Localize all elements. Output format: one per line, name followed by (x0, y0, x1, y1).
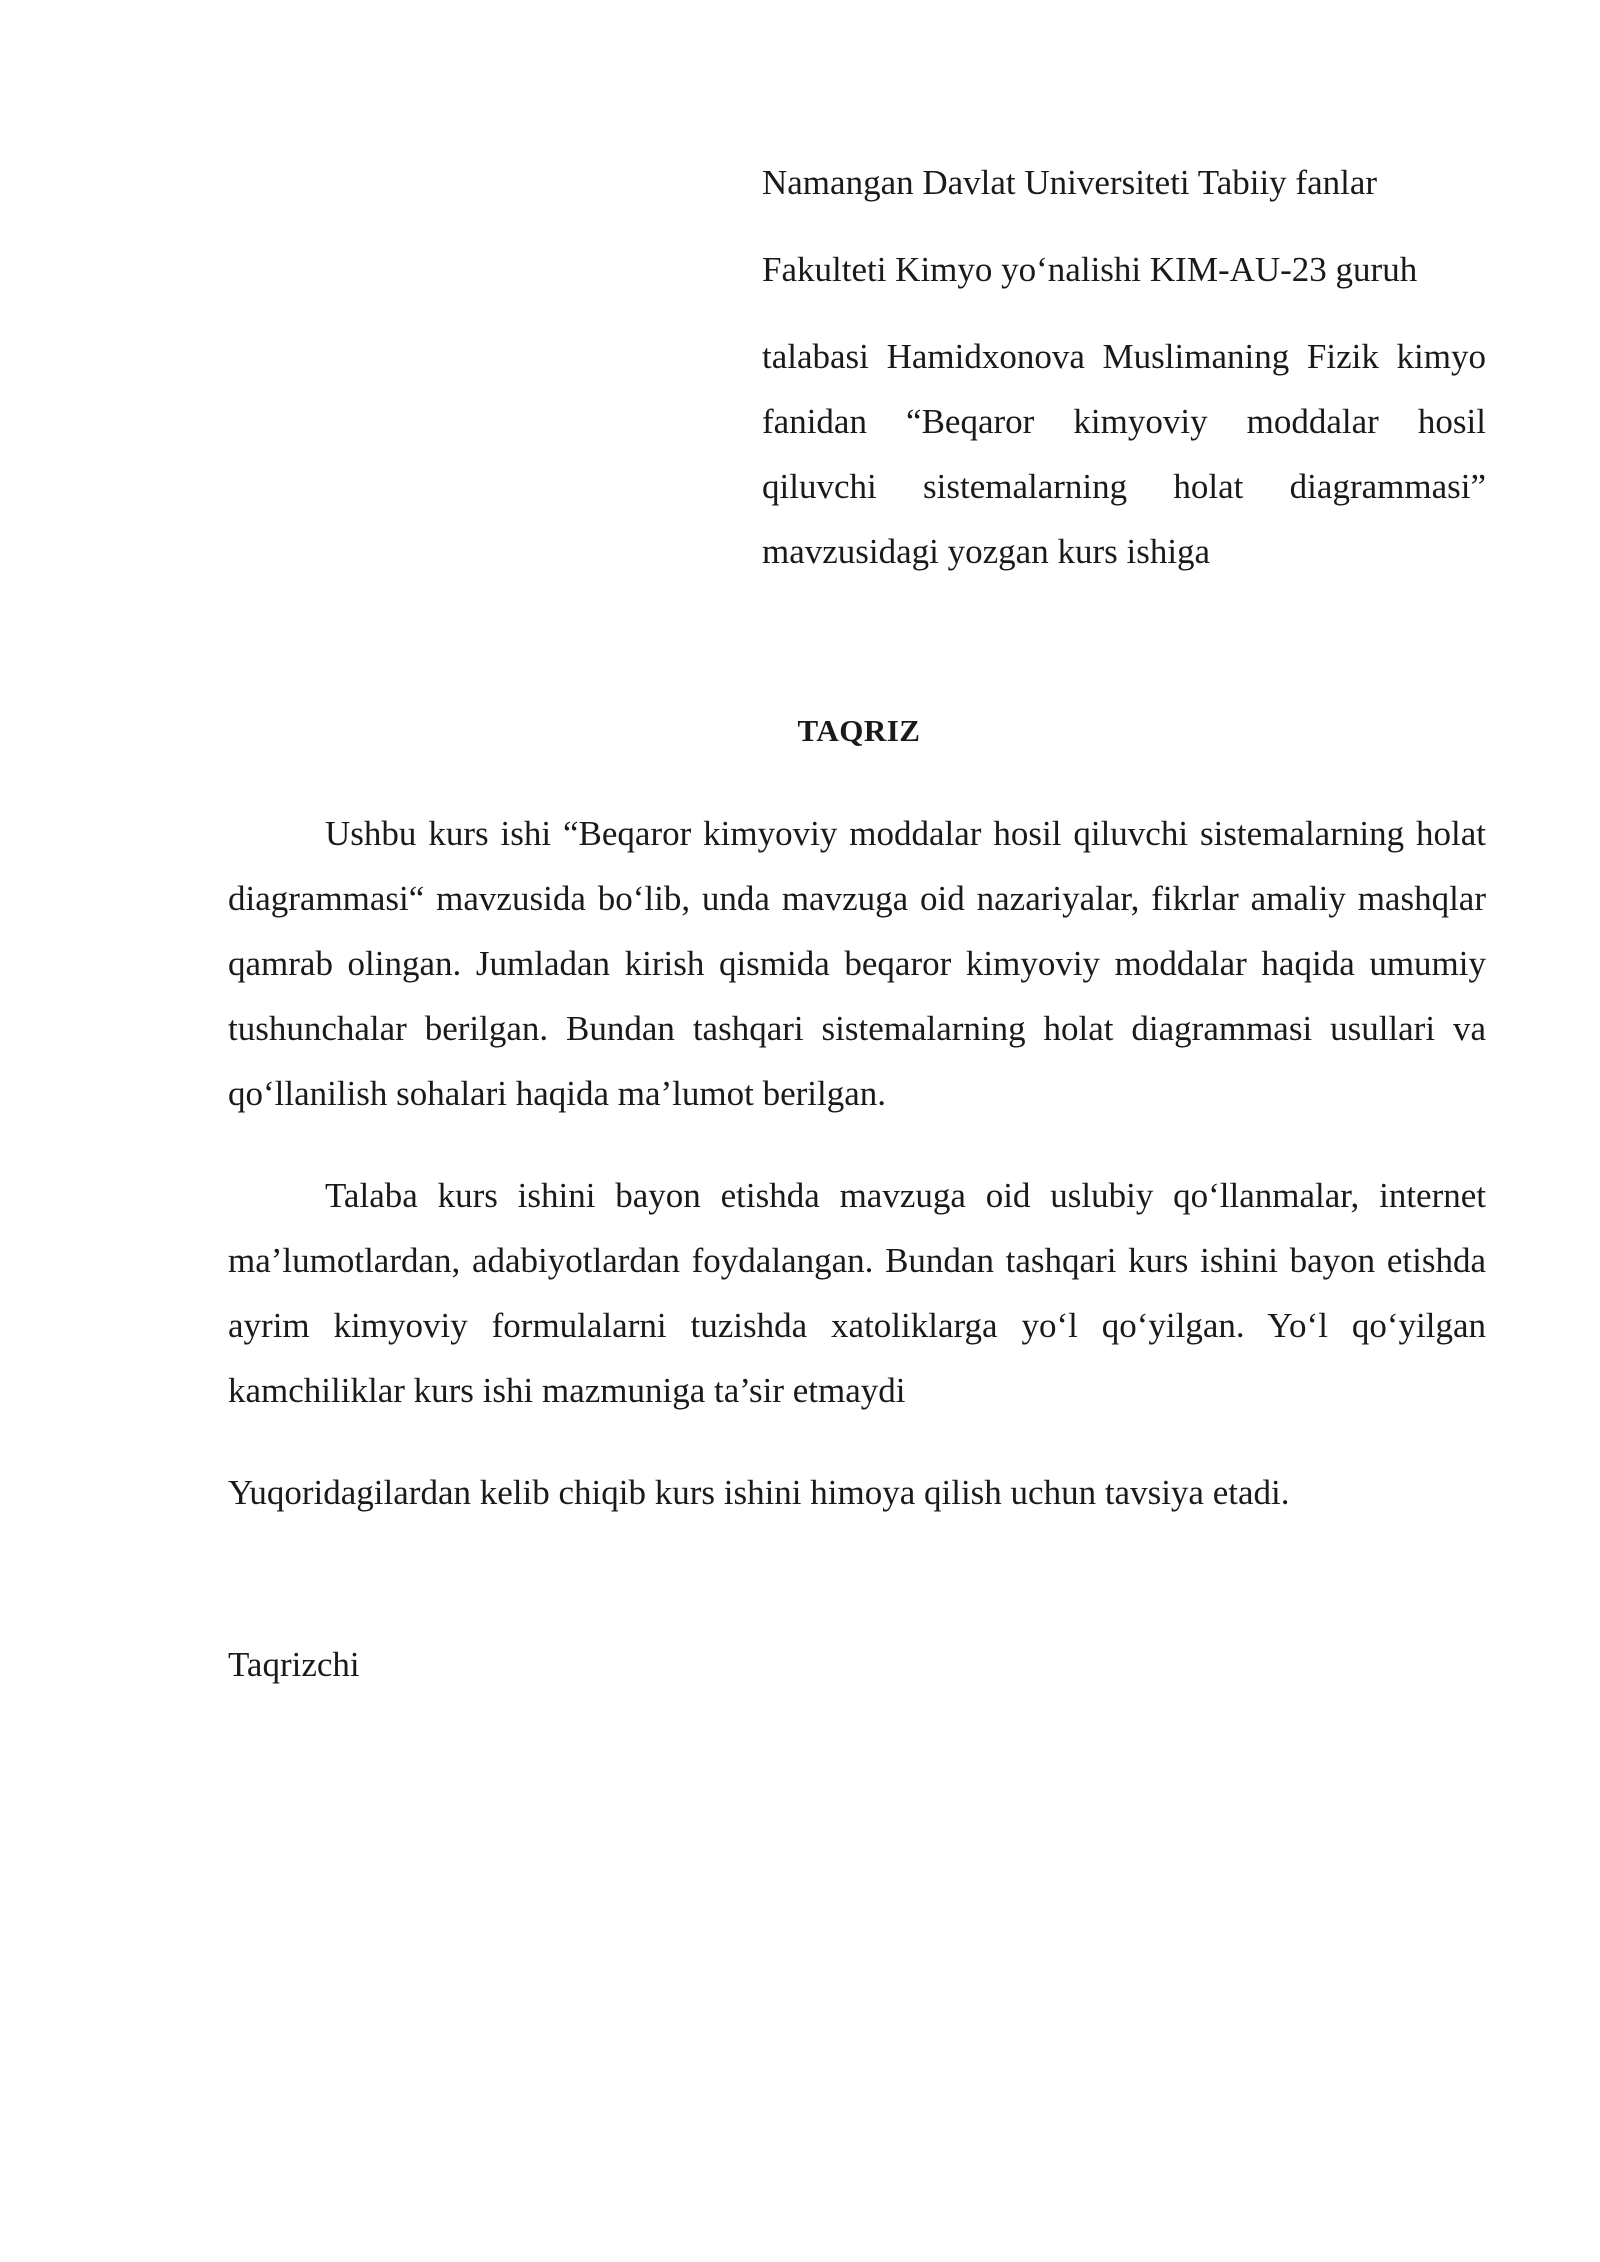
addressee-block (762, 150, 1486, 584)
addressee-line-1: Namangan Davlat Universiteti Tabiiy fanlar (762, 163, 1378, 202)
addressee-line-2: Fakulteti Kimyo yo‘nalishi KIM-AU-23 guruh (762, 250, 1418, 289)
review-body (228, 801, 1486, 1562)
reviewer-signature-label: Taqrizchi (228, 1645, 360, 1684)
document-title: TAQRIZ (797, 713, 921, 748)
addressee-paragraph: talabasi Hamidxonova Muslimaning Fizik kimyo fanidan “Beqaror kimyoviy moddalar hosil qiluvchi sistemalarning holat diagrammasi” mavzusidagi yozgan kurs ishiga (762, 337, 1486, 571)
body-paragraph-1: Ushbu kurs ishi “Beqaror kimyoviy moddalar hosil qiluvchi sistemalarning holat diagrammasi“ mavzusida bo‘lib, unda mavzuga oid nazariyalar, fikrlar amaliy mashqlar qamrab olingan. Jumladan kirish qismida beqaror kimyoviy moddalar haqida umumiy tushunchalar berilgan. Bundan tashqari sistemalarning holat diagrammasi usullari va qo‘llanilish sohalari haqida ma’lumot berilgan. (228, 814, 1486, 1113)
body-paragraph-2: Talaba kurs ishini bayon etishda mavzuga oid uslubiy qo‘llanmalar, internet ma’lumotlardan, adabiyotlardan foydalangan. Bundan tashqari kurs ishini bayon etishda ayrim kimyoviy formulalarni tuzishda xatoliklarga yo‘l qo‘yilgan. Yo‘l qo‘yilgan kamchiliklar kurs ishi mazmuniga ta’sir etmaydi (228, 1176, 1486, 1410)
body-paragraph-3: Yuqoridagilardan kelib chiqib kurs ishini himoya qilish uchun tavsiya etadi. (228, 1473, 1290, 1512)
